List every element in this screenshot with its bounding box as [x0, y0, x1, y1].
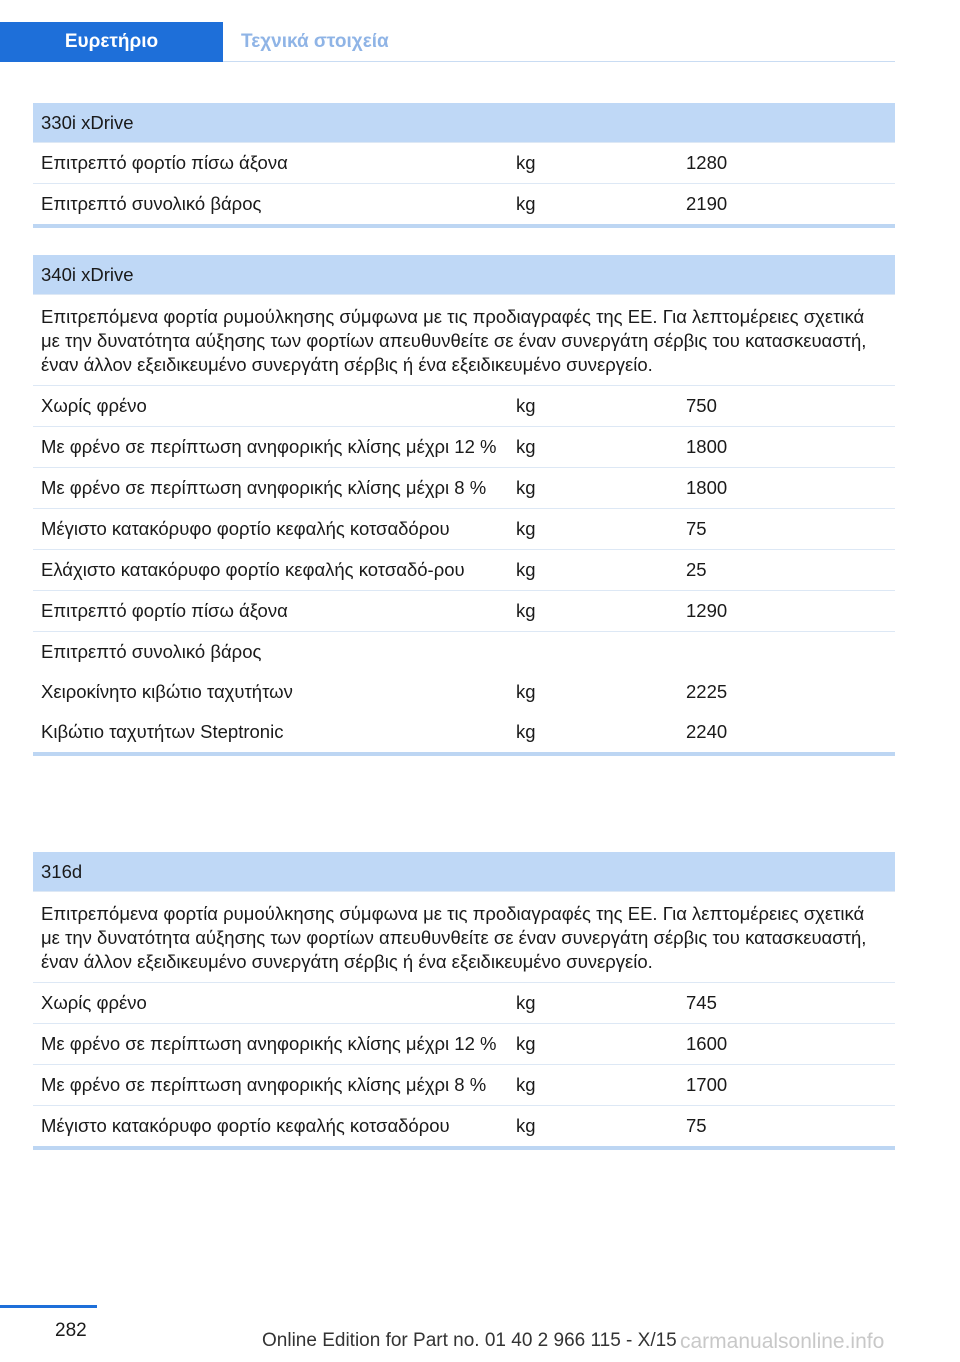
row-label: Ελάχιστο κατακόρυφο φορτίο κεφαλής κοτσαδό-ρου: [41, 559, 465, 580]
row-unit: kg: [516, 559, 536, 580]
row-value: 75: [686, 1115, 707, 1136]
table-row: [33, 1106, 895, 1146]
row-value: 1280: [686, 152, 728, 173]
row-unit: kg: [516, 1115, 536, 1136]
nav-tabs: [0, 22, 895, 62]
table-note: Επιτρεπόμενα φορτία ρυμούλκησης σύμφωνα με τις προδιαγραφές της ΕΕ. Για λεπτομέρειες σχετικά με την δυνατότητα αύξησης των φορτίων απευθυνθείτε σε έναν συνεργάτη σέρβις του κατασκευαστή, έναν άλλον εξειδικευμένο συνεργάτη σέρβις ή ένα εξειδικευμένο συνεργείο.: [33, 295, 895, 386]
row-value: 1600: [686, 1033, 728, 1054]
footer-accent-line: [0, 1305, 97, 1308]
row-unit: [516, 632, 686, 672]
row-unit: kg: [516, 193, 536, 214]
row-label: Επιτρεπτό φορτίο πίσω άξονα: [41, 600, 288, 621]
table-row: [33, 386, 895, 427]
row-value: [686, 632, 895, 672]
table-note: Επιτρεπόμενα φορτία ρυμούλκησης σύμφωνα με τις προδιαγραφές της ΕΕ. Για λεπτομέρειες σχετικά με την δυνατότητα αύξησης των φορτίων απευθυνθείτε σε έναν συνεργάτη σέρβις του κατασκευαστή, έναν άλλον εξειδικευμένο συνεργάτη σέρβις ή ένα εξειδικευμένο συνεργείο.: [33, 892, 895, 983]
row-label: Με φρένο σε περίπτωση ανηφορικής κλίσης μέχρι 8 %: [41, 477, 487, 498]
row-unit: kg: [516, 395, 536, 416]
row-label: Επιτρεπτό συνολικό βάρος: [41, 193, 262, 214]
row-value: 1700: [686, 1074, 728, 1095]
row-unit: kg: [516, 1074, 536, 1095]
row-value: 1800: [686, 436, 728, 457]
row-value: 75: [686, 518, 707, 539]
row-unit: kg: [516, 152, 536, 173]
edition-text: Online Edition for Part no. 01 40 2 966 115 - X/15: [262, 1330, 677, 1351]
row-label: Μέγιστο κατακόρυφο φορτίο κεφαλής κοτσαδόρου: [41, 1115, 450, 1136]
page-number: 282: [55, 1320, 87, 1341]
table-row: [33, 468, 895, 509]
row-label: Με φρένο σε περίπτωση ανηφορικής κλίσης μέχρι 12 %: [41, 436, 497, 457]
row-label: Επιτρεπτό φορτίο πίσω άξονα: [41, 152, 288, 173]
table-row: [33, 184, 895, 224]
table-row: [33, 983, 895, 1024]
table-row: [33, 427, 895, 468]
row-label: Χωρίς φρένο: [41, 395, 147, 416]
row-label: Με φρένο σε περίπτωση ανηφορικής κλίσης μέχρι 8 %: [41, 1074, 487, 1095]
row-value: 2225: [686, 681, 728, 702]
row-value: 1800: [686, 477, 728, 498]
row-unit: kg: [516, 992, 536, 1013]
row-value: 750: [686, 395, 717, 416]
row-unit: kg: [516, 518, 536, 539]
row-unit: kg: [516, 600, 536, 621]
watermark: carmanualsonline.info: [680, 1330, 885, 1353]
table-row: [33, 509, 895, 550]
table-row: [33, 1065, 895, 1106]
tab-index[interactable]: Ευρετήριο: [0, 22, 223, 62]
tab-technical-data[interactable]: Τεχνικά στοιχεία: [223, 22, 895, 62]
table-row: [33, 712, 895, 752]
row-value: 745: [686, 992, 717, 1013]
table-heading: 340i xDrive: [33, 255, 895, 295]
table-row: [33, 591, 895, 632]
row-label: Χωρίς φρένο: [41, 992, 147, 1013]
row-value: 2190: [686, 193, 728, 214]
table-heading: 316d: [33, 852, 895, 892]
row-unit: kg: [516, 1033, 536, 1054]
spec-table-340i: [33, 255, 895, 756]
row-unit: kg: [516, 477, 536, 498]
row-value: 2240: [686, 721, 728, 742]
row-unit: kg: [516, 436, 536, 457]
spec-table-316d: [33, 852, 895, 1150]
row-value: 25: [686, 559, 707, 580]
row-label: Κιβώτιο ταχυτήτων Steptronic: [41, 721, 284, 742]
row-label: Μέγιστο κατακόρυφο φορτίο κεφαλής κοτσαδόρου: [41, 518, 450, 539]
row-value: 1290: [686, 600, 728, 621]
table-row: [33, 550, 895, 591]
row-label: Επιτρεπτό συνολικό βάρος: [41, 641, 262, 662]
table-row: [33, 1024, 895, 1065]
row-unit: kg: [516, 721, 536, 742]
table-row: [33, 143, 895, 184]
table-row: [33, 632, 895, 672]
table-heading: 330i xDrive: [33, 103, 895, 143]
spec-table-330i: [33, 103, 895, 228]
row-label: Με φρένο σε περίπτωση ανηφορικής κλίσης μέχρι 12 %: [41, 1033, 497, 1054]
table-row: [33, 672, 895, 712]
row-unit: kg: [516, 681, 536, 702]
row-label: Χειροκίνητο κιβώτιο ταχυτήτων: [41, 681, 293, 702]
